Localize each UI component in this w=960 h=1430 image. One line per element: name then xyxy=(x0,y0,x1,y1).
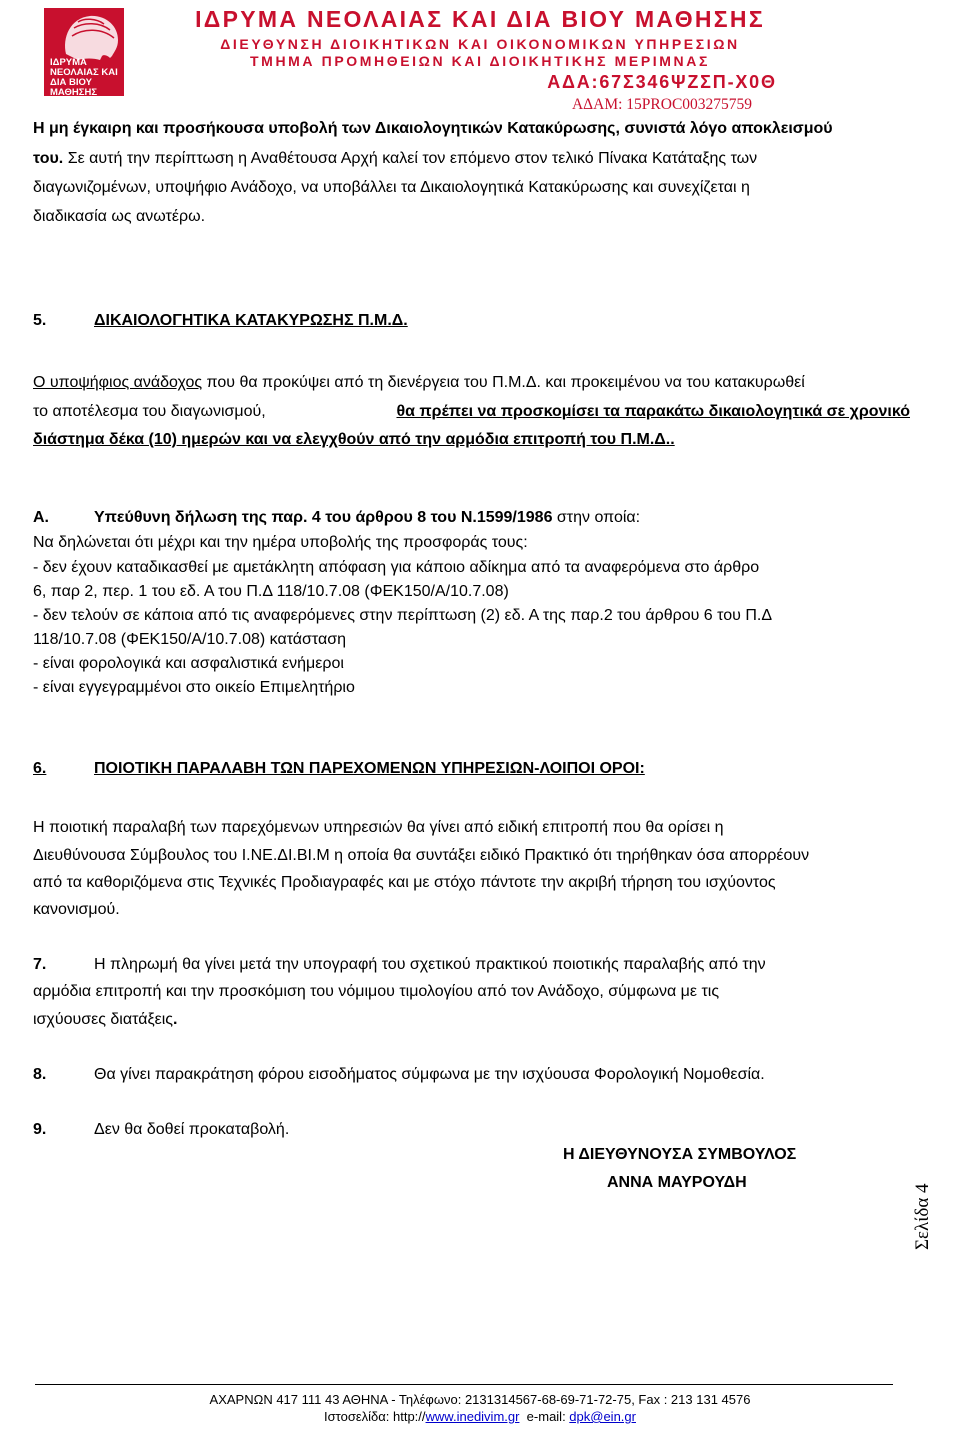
intro-line-4: διαδικασία ως ανωτέρω. xyxy=(33,208,206,225)
ada-code: ΑΔΑ:67Σ346ΨΖΣΠ-Χ0Θ xyxy=(547,72,777,92)
section-7-number: 7. xyxy=(33,956,47,973)
section-5-line-2-text: το αποτέλεσμα του διαγωνισμού, xyxy=(33,403,266,420)
section-6-line-1: Η ποιοτική παραλαβή των παρεχόμενων υπηρεσιών θα γίνει από ειδική επιτροπή που θα ορίσει η xyxy=(33,819,724,836)
item-a-label: Α. xyxy=(33,509,49,526)
section-6-number: 6. xyxy=(33,760,47,777)
item-a-line-2: - δεν έχουν καταδικασθεί με αμετάκλητη απόφαση για κάποιο αδίκημα από τα αναφερόμενα στο άρθρο xyxy=(33,559,760,576)
signature-name: ΑΝΝΑ ΜΑΥΡΟΥΔΗ xyxy=(607,1174,747,1191)
section-6-line-3: από τα καθοριζόμενα στις Τεχνικές Προδιαγραφές και με στόχο πάντοτε την ακριβή τήρηση του ισχύοντος xyxy=(33,874,776,891)
intro-line-2 xyxy=(33,149,910,169)
intro-line-3: διαγωνιζομένων, υποψήφιο Ανάδοχο, να υποβάλλει τα Δικαιολογητικά Κατακύρωσης και συνεχίζεται η xyxy=(33,179,750,196)
header-subtitle-directorate: ΔΙΕΥΘΥΝΣΗ ΔΙΟΙΚΗΤΙΚΩΝ ΚΑΙ ΟΙΚΟΝΟΜΙΚΩΝ ΥΠΗΡΕΣΙΩΝ xyxy=(220,36,740,52)
item-a-line-7: - είναι εγγεγραμμένοι στο οικείο Επιμελητήριο xyxy=(33,679,355,696)
section-7-line-3 xyxy=(33,1010,910,1030)
section-6-line-2: Διευθύνουσα Σύμβουλος του Ι.ΝΕ.ΔΙ.ΒΙ.Μ η οποία θα συντάξει ειδικό Πρακτικό ότι τηρήθηκαν όσα απορρέουν xyxy=(33,847,810,864)
item-a-title: Υπεύθυνη δήλωση της παρ. 4 του άρθρου 8 του Ν.1599/1986 xyxy=(94,509,553,526)
section-8-text: Θα γίνει παρακράτηση φόρου εισοδήματος σύμφωνα με την ισχύουσα Φορολογική Νομοθεσία. xyxy=(94,1066,765,1083)
section-7-line-3-text: ισχύουσες διατάξεις xyxy=(33,1011,174,1028)
item-a-title-rest: στην οποία: xyxy=(552,509,641,526)
item-a-line-4: - δεν τελούν σε κάποια από τις αναφερόμενες στην περίπτωση (2) εδ. Α της παρ.2 του άρθρου 6 του Π.Δ xyxy=(33,607,773,624)
section-5-paragraph-line-3: διάστημα δέκα (10) ημερών και να ελεγχθούν από την αρμόδια επιτροπή του Π.Μ.Δ.. xyxy=(33,431,675,448)
section-5-candidate-underlined: Ο υποψήφιος ανάδοχος xyxy=(33,374,203,391)
footer-divider xyxy=(35,1384,893,1385)
section-7-line-3-period: . xyxy=(173,1011,178,1028)
section-5-heading: ΔΙΚΑΙΟΛΟΓΗΤΙΚΑ ΚΑΤΑΚΥΡΩΣΗΣ Π.Μ.Δ. xyxy=(94,312,408,329)
section-8-number: 8. xyxy=(33,1066,47,1083)
section-5-line-2-bold: θα πρέπει να προσκομίσει τα παρακάτω δικαιολογητικά σε χρονικό xyxy=(396,403,910,420)
footer-address: ΑΧΑΡΝΩΝ 417 111 43 ΑΘΗΝΑ - Τηλέφωνο: 2131314567-68-69-71-72-75, Fax : 213 131 4576 xyxy=(209,1392,751,1407)
footer-email-label: e-mail: xyxy=(519,1409,570,1424)
section-9-text: Δεν θα δοθεί προκαταβολή. xyxy=(94,1121,290,1138)
header-title: ΙΔΡΥΜΑ ΝΕΟΛΑΙΑΣ ΚΑΙ ΔΙΑ ΒΙΟΥ ΜΑΘΗΣΗΣ xyxy=(195,6,765,32)
website-link[interactable]: www.inedivim.gr xyxy=(425,1409,520,1424)
item-a-heading xyxy=(94,508,640,528)
footer-website-label: Ιστοσελίδα: http:// xyxy=(324,1409,426,1424)
section-7-line-2: αρμόδια επιτροπή και την προσκόμιση του νόμιμου τιμολογίου από τον Ανάδοχο, σύμφωνα με τις xyxy=(33,983,720,1000)
email-link[interactable]: dpk@ein.gr xyxy=(569,1409,636,1424)
logo-text: ΙΔΡΥΜΑ ΝΕΟΛΑΙΑΣ ΚΑΙ ΔΙΑ ΒΙΟΥ ΜΑΘΗΣΗΣ xyxy=(50,57,118,96)
footer-contact xyxy=(0,1409,960,1424)
item-a-line-3: 6, παρ 2, περ. 1 του εδ. Α του Π.Δ 118/10.7.08 (ΦΕΚ150/Α/10.7.08) xyxy=(33,583,509,600)
section-6-line-4: κανονισμού. xyxy=(33,901,120,918)
intro-line-2-bold: του. xyxy=(33,150,64,167)
signature-role: Η ΔΙΕΥΘΥΝΟΥΣΑ ΣΥΜΒΟΥΛΟΣ xyxy=(563,1146,797,1163)
adam-code: ΑΔΑΜ: 15PROC003275759 xyxy=(571,96,753,113)
header-subtitle-department: ΤΜΗΜΑ ΠΡΟΜΗΘΕΙΩΝ ΚΑΙ ΔΙΟΙΚΗΤΙΚΗΣ ΜΕΡΙΜΝΑΣ xyxy=(250,53,710,69)
intro-line-1: Η μη έγκαιρη και προσήκουσα υποβολή των Δικαιολογητικών Κατακύρωσης, συνιστά λόγο αποκλεισμού xyxy=(33,120,833,137)
section-5-number: 5. xyxy=(33,312,47,329)
intro-line-2-text: Σε αυτή την περίπτωση η Αναθέτουσα Αρχή καλεί τον επόμενο στον τελικό Πίνακα Κατάταξης των xyxy=(67,150,758,167)
section-9-number: 9. xyxy=(33,1121,47,1138)
section-6-heading: ΠΟΙΟΤΙΚΗ ΠΑΡΑΛΑΒΗ ΤΩΝ ΠΑΡΕΧΟΜΕΝΩΝ ΥΠΗΡΕΣΙΩΝ-ΛΟΙΠΟΙ ΟΡΟΙ: xyxy=(94,760,645,777)
section-5-line-1-text: που θα προκύψει από τη διενέργεια του Π.Μ.Δ. και προκειμένου να του κατακυρωθεί xyxy=(202,374,805,391)
institution-logo xyxy=(44,8,124,96)
page-number-label: Σελίδα 4 xyxy=(912,1183,933,1250)
section-5-paragraph-line-1 xyxy=(33,373,910,393)
item-a-line-5: 118/10.7.08 (ΦΕΚ150/Α/10.7.08) κατάσταση xyxy=(33,631,347,648)
item-a-line-6: - είναι φορολογικά και ασφαλιστικά ενήμεροι xyxy=(33,655,344,672)
item-a-line-1: Να δηλώνεται ότι μέχρι και την ημέρα υποβολής της προσφοράς τους: xyxy=(33,534,528,551)
section-7-line-1: Η πληρωμή θα γίνει μετά την υπογραφή του σχετικού πρακτικού ποιοτικής παραλαβής από την xyxy=(94,956,766,973)
section-5-paragraph-line-2 xyxy=(33,402,910,422)
